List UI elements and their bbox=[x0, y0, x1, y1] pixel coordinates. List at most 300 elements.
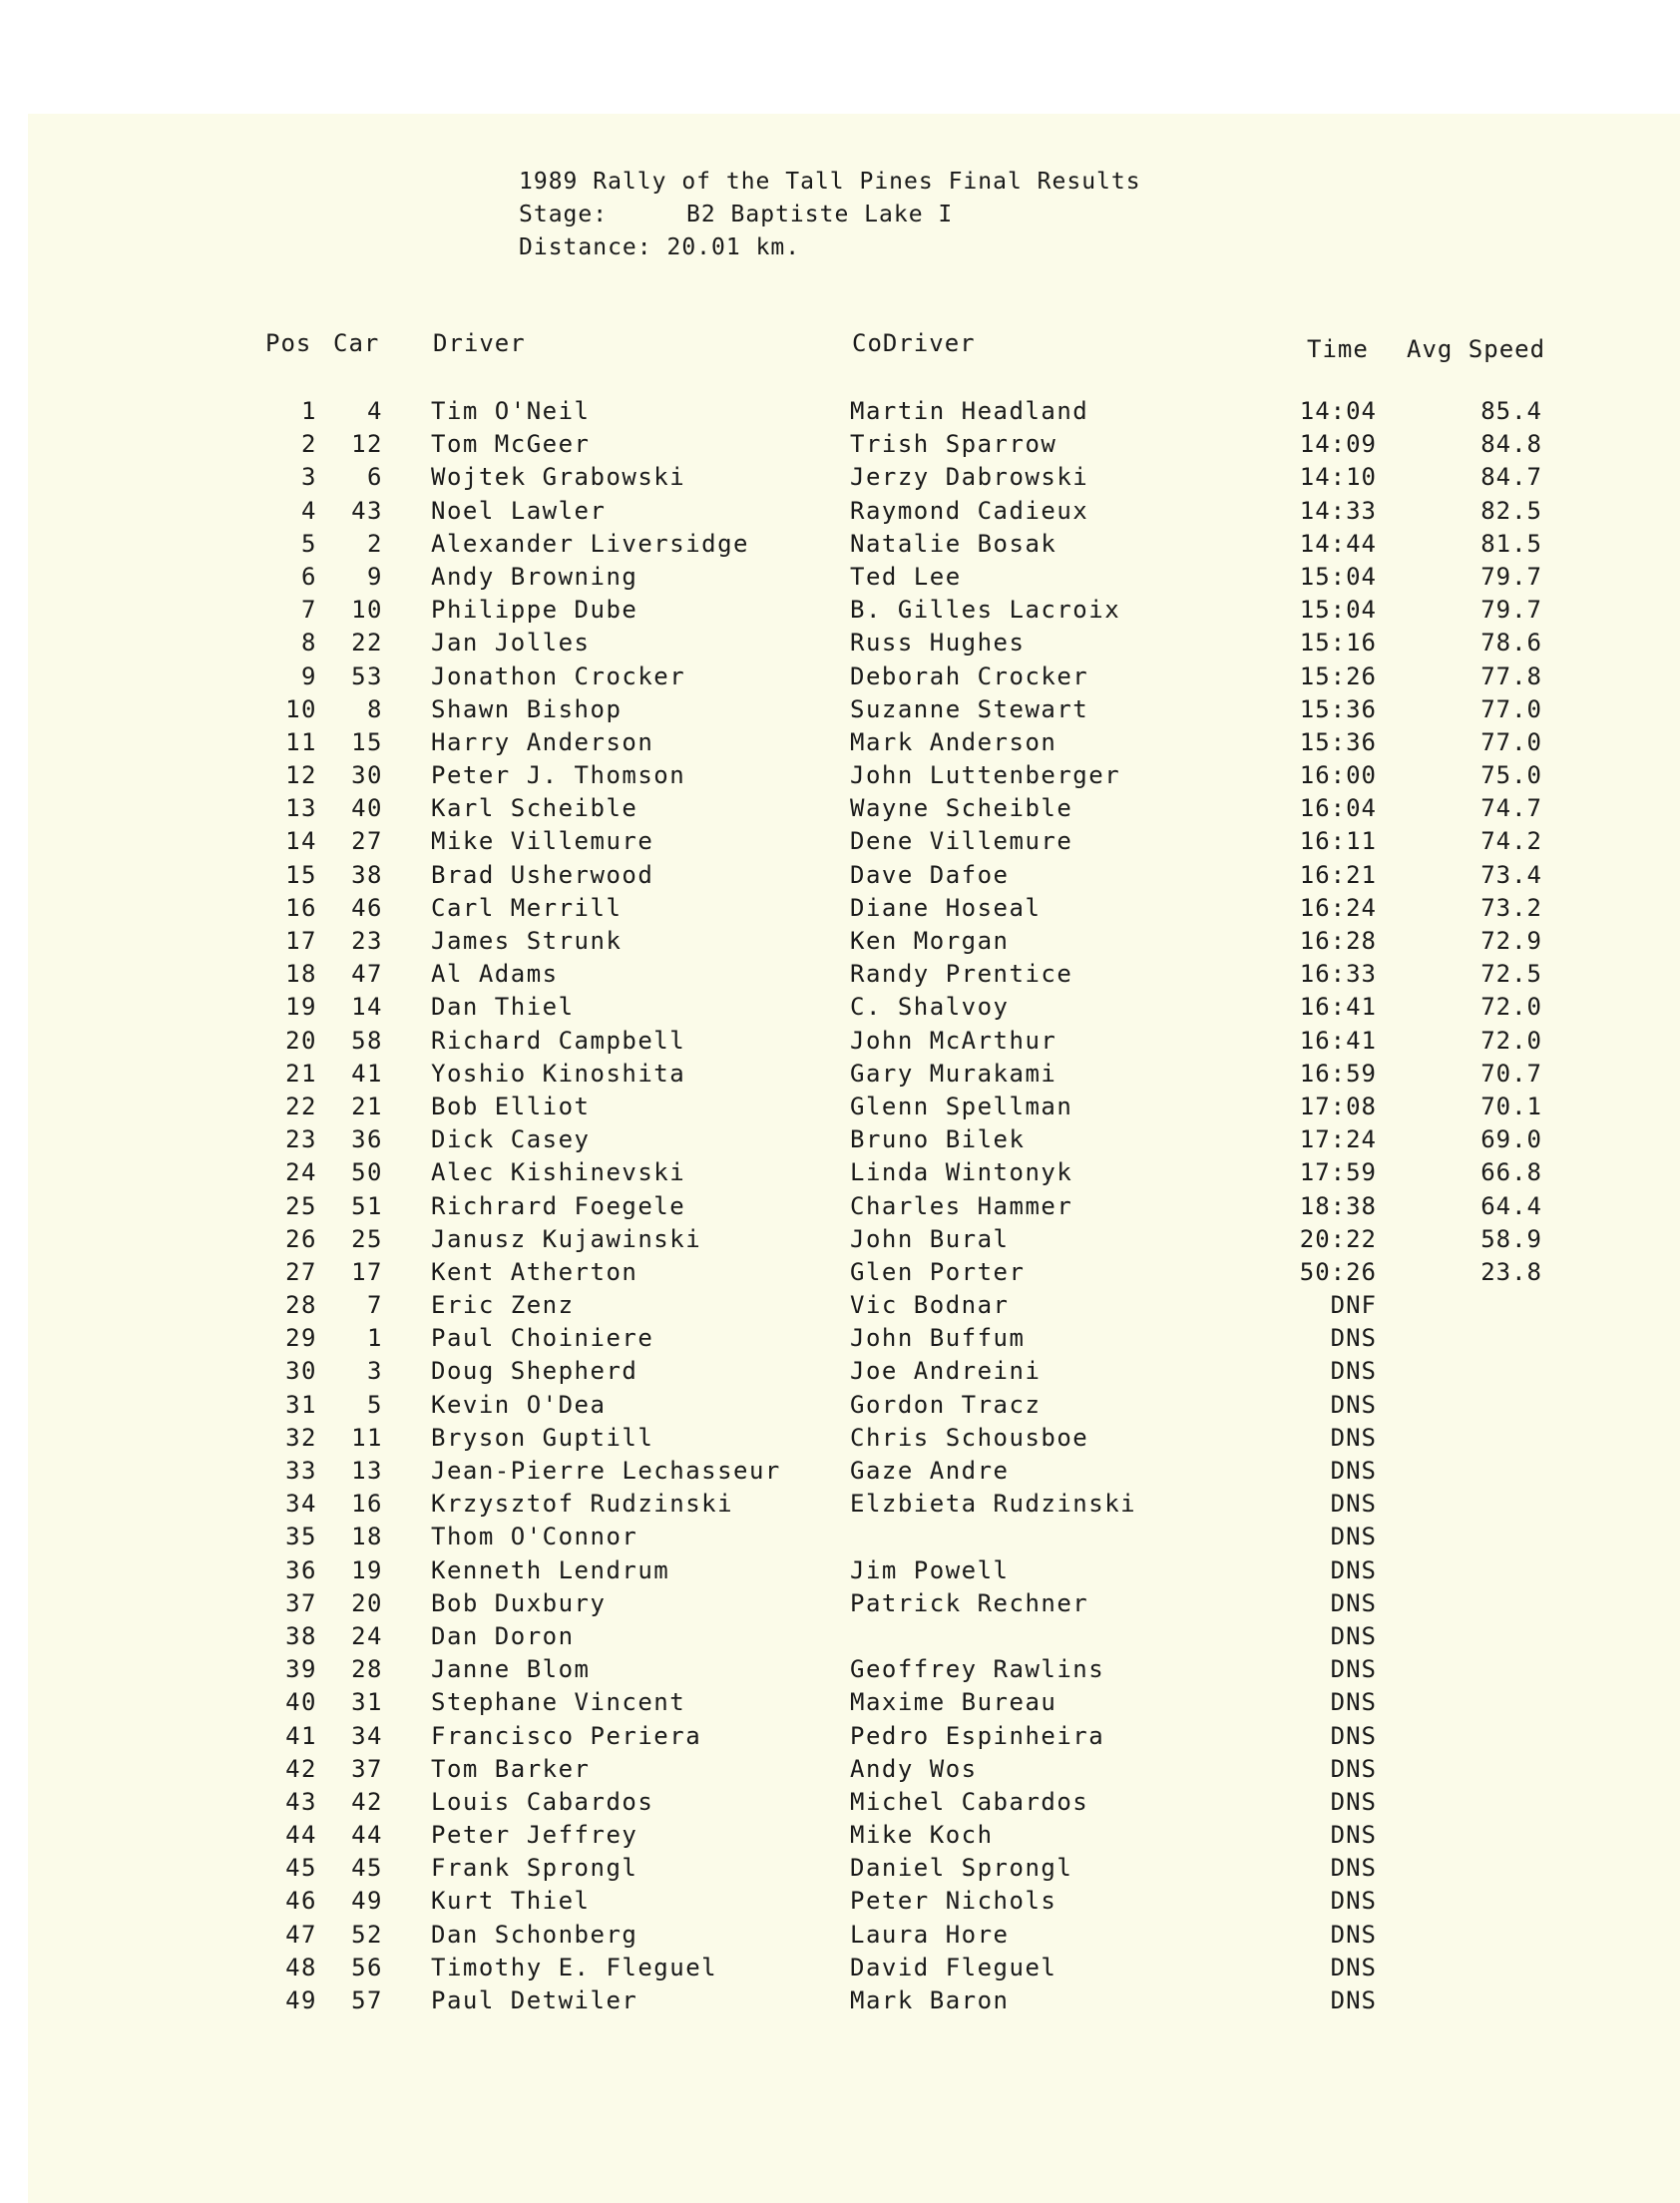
table-row bbox=[0, 859, 1680, 892]
cell-time: DNS bbox=[1330, 1523, 1377, 1551]
cell-time: 14:04 bbox=[1299, 397, 1377, 425]
cell-codriver: Diane Hoseal bbox=[850, 893, 1042, 922]
cell-avg-speed: 78.6 bbox=[1480, 629, 1542, 658]
cell-avg-speed: 79.7 bbox=[1480, 562, 1542, 591]
header-car: Car bbox=[333, 329, 380, 357]
document-title: 1989 Rally of the Tall Pines Final Results bbox=[519, 169, 1141, 195]
cell-pos: 16 bbox=[285, 893, 317, 922]
table-row bbox=[0, 1984, 1680, 2017]
cell-time: 16:21 bbox=[1299, 860, 1377, 889]
cell-codriver: Jerzy Dabrowski bbox=[850, 463, 1089, 492]
cell-car: 36 bbox=[351, 1125, 383, 1154]
cell-codriver: Joe Andreini bbox=[850, 1357, 1042, 1386]
cell-car: 51 bbox=[351, 1191, 383, 1220]
cell-car: 12 bbox=[351, 430, 383, 459]
cell-codriver: Peter Nichols bbox=[850, 1887, 1057, 1916]
cell-car: 46 bbox=[351, 893, 383, 922]
cell-driver: Paul Detwiler bbox=[431, 1986, 638, 2014]
cell-driver: Kurt Thiel bbox=[431, 1887, 591, 1916]
cell-driver: Thom O'Connor bbox=[431, 1523, 638, 1551]
cell-driver: Jan Jolles bbox=[431, 629, 591, 658]
cell-car: 27 bbox=[351, 827, 383, 856]
header-pos: Pos bbox=[265, 329, 312, 357]
cell-driver: James Strunk bbox=[431, 927, 623, 955]
cell-codriver: Bruno Bilek bbox=[850, 1125, 1026, 1154]
cell-codriver: Ken Morgan bbox=[850, 927, 1010, 955]
cell-pos: 3 bbox=[301, 463, 317, 492]
cell-car: 19 bbox=[351, 1555, 383, 1584]
stage-value: B2 Baptiste Lake I bbox=[686, 202, 954, 227]
cell-codriver: Martin Headland bbox=[850, 397, 1089, 425]
stage-label: Stage: bbox=[519, 202, 609, 227]
cell-codriver: John Luttenberger bbox=[850, 761, 1121, 790]
cell-codriver: Natalie Bosak bbox=[850, 529, 1057, 558]
table-row bbox=[0, 958, 1680, 991]
table-row bbox=[0, 759, 1680, 792]
cell-time: DNS bbox=[1330, 1423, 1377, 1452]
cell-car: 23 bbox=[351, 927, 383, 955]
cell-codriver: Mark Baron bbox=[850, 1986, 1010, 2014]
cell-driver: Stephane Vincent bbox=[431, 1688, 686, 1717]
cell-codriver: John Bural bbox=[850, 1224, 1010, 1253]
cell-time: 16:33 bbox=[1299, 960, 1377, 989]
cell-avg-speed: 58.9 bbox=[1480, 1224, 1542, 1253]
cell-codriver: Elzbieta Rudzinski bbox=[850, 1490, 1137, 1519]
cell-driver: Richard Campbell bbox=[431, 1026, 686, 1055]
cell-driver: Dick Casey bbox=[431, 1125, 591, 1154]
cell-avg-speed: 72.0 bbox=[1480, 1026, 1542, 1055]
cell-codriver: C. Shalvoy bbox=[850, 993, 1010, 1022]
results-header bbox=[519, 166, 1141, 264]
cell-codriver: Wayne Scheible bbox=[850, 794, 1073, 823]
cell-driver: Timothy E. Fleguel bbox=[431, 1953, 718, 1982]
cell-pos: 49 bbox=[285, 1986, 317, 2014]
cell-avg-speed: 73.4 bbox=[1480, 860, 1542, 889]
table-row bbox=[0, 1123, 1680, 1156]
cell-avg-speed: 73.2 bbox=[1480, 893, 1542, 922]
cell-driver: Carl Merrill bbox=[431, 893, 623, 922]
cell-driver: Alexander Liversidge bbox=[431, 529, 749, 558]
cell-driver: Mike Villemure bbox=[431, 827, 654, 856]
cell-avg-speed: 84.8 bbox=[1480, 430, 1542, 459]
cell-time: 15:26 bbox=[1299, 661, 1377, 690]
table-row bbox=[0, 1819, 1680, 1852]
cell-pos: 18 bbox=[285, 960, 317, 989]
table-row bbox=[0, 1190, 1680, 1223]
cell-codriver: Mark Anderson bbox=[850, 727, 1057, 756]
cell-car: 8 bbox=[367, 694, 383, 723]
cell-time: 15:16 bbox=[1299, 629, 1377, 658]
cell-time: 14:09 bbox=[1299, 430, 1377, 459]
table-row bbox=[0, 528, 1680, 561]
cell-time: 14:33 bbox=[1299, 496, 1377, 525]
cell-codriver: Gaze Andre bbox=[850, 1457, 1010, 1485]
cell-codriver: Mike Koch bbox=[850, 1821, 994, 1850]
cell-driver: Francisco Periera bbox=[431, 1721, 702, 1750]
cell-time: DNS bbox=[1330, 1655, 1377, 1684]
cell-pos: 37 bbox=[285, 1588, 317, 1617]
cell-pos: 23 bbox=[285, 1125, 317, 1154]
cell-driver: Peter Jeffrey bbox=[431, 1821, 638, 1850]
table-row bbox=[0, 1753, 1680, 1786]
cell-car: 31 bbox=[351, 1688, 383, 1717]
table-row bbox=[0, 1786, 1680, 1819]
cell-codriver: B. Gilles Lacroix bbox=[850, 596, 1121, 625]
cell-pos: 45 bbox=[285, 1854, 317, 1883]
cell-driver: Al Adams bbox=[431, 960, 559, 989]
cell-pos: 20 bbox=[285, 1026, 317, 1055]
cell-avg-speed: 79.7 bbox=[1480, 596, 1542, 625]
cell-avg-speed: 81.5 bbox=[1480, 529, 1542, 558]
cell-driver: Peter J. Thomson bbox=[431, 761, 686, 790]
cell-car: 17 bbox=[351, 1257, 383, 1286]
cell-codriver: Dave Dafoe bbox=[850, 860, 1010, 889]
cell-car: 20 bbox=[351, 1588, 383, 1617]
cell-car: 10 bbox=[351, 596, 383, 625]
header-avg-speed: Avg Speed bbox=[1407, 335, 1546, 363]
table-row bbox=[0, 1488, 1680, 1521]
cell-car: 2 bbox=[367, 529, 383, 558]
cell-codriver: Gary Murakami bbox=[850, 1059, 1057, 1088]
cell-time: 15:36 bbox=[1299, 694, 1377, 723]
cell-car: 4 bbox=[367, 397, 383, 425]
cell-codriver: Andy Wos bbox=[850, 1754, 978, 1783]
cell-car: 56 bbox=[351, 1953, 383, 1982]
cell-pos: 29 bbox=[285, 1324, 317, 1353]
cell-time: DNS bbox=[1330, 1986, 1377, 2014]
cell-pos: 47 bbox=[285, 1920, 317, 1949]
results-table bbox=[0, 395, 1680, 2017]
cell-car: 42 bbox=[351, 1787, 383, 1816]
cell-pos: 6 bbox=[301, 562, 317, 591]
cell-car: 25 bbox=[351, 1224, 383, 1253]
cell-pos: 35 bbox=[285, 1523, 317, 1551]
cell-avg-speed: 77.8 bbox=[1480, 661, 1542, 690]
cell-time: DNS bbox=[1330, 1854, 1377, 1883]
cell-codriver: Russ Hughes bbox=[850, 629, 1026, 658]
cell-pos: 22 bbox=[285, 1092, 317, 1120]
cell-driver: Tom McGeer bbox=[431, 430, 591, 459]
cell-pos: 27 bbox=[285, 1257, 317, 1286]
cell-driver: Frank Sprongl bbox=[431, 1854, 638, 1883]
cell-car: 18 bbox=[351, 1523, 383, 1551]
distance-label: Distance: bbox=[519, 234, 652, 260]
cell-driver: Doug Shepherd bbox=[431, 1357, 638, 1386]
cell-time: 16:24 bbox=[1299, 893, 1377, 922]
cell-pos: 31 bbox=[285, 1390, 317, 1419]
table-row bbox=[0, 1952, 1680, 1984]
table-row bbox=[0, 892, 1680, 925]
table-row bbox=[0, 1322, 1680, 1355]
cell-codriver: Glen Porter bbox=[850, 1257, 1026, 1286]
cell-pos: 15 bbox=[285, 860, 317, 889]
cell-time: DNS bbox=[1330, 1324, 1377, 1353]
cell-codriver: David Fleguel bbox=[850, 1953, 1057, 1982]
cell-pos: 5 bbox=[301, 529, 317, 558]
cell-avg-speed: 85.4 bbox=[1480, 397, 1542, 425]
cell-driver: Kevin O'Dea bbox=[431, 1390, 607, 1419]
cell-car: 38 bbox=[351, 860, 383, 889]
cell-codriver: Deborah Crocker bbox=[850, 661, 1089, 690]
cell-time: 14:10 bbox=[1299, 463, 1377, 492]
table-row bbox=[0, 495, 1680, 528]
cell-car: 9 bbox=[367, 562, 383, 591]
cell-car: 3 bbox=[367, 1357, 383, 1386]
cell-driver: Bob Duxbury bbox=[431, 1588, 607, 1617]
cell-codriver: Maxime Bureau bbox=[850, 1688, 1057, 1717]
cell-pos: 12 bbox=[285, 761, 317, 790]
cell-car: 41 bbox=[351, 1059, 383, 1088]
cell-avg-speed: 72.5 bbox=[1480, 960, 1542, 989]
table-row bbox=[0, 1256, 1680, 1289]
table-row bbox=[0, 1389, 1680, 1422]
cell-driver: Jonathon Crocker bbox=[431, 661, 686, 690]
table-row bbox=[0, 1058, 1680, 1091]
header-time: Time bbox=[1307, 335, 1369, 363]
table-row bbox=[0, 1554, 1680, 1587]
cell-car: 45 bbox=[351, 1854, 383, 1883]
cell-pos: 1 bbox=[301, 397, 317, 425]
header-codriver: CoDriver bbox=[852, 329, 976, 357]
cell-driver: Philippe Dube bbox=[431, 596, 638, 625]
cell-time: DNS bbox=[1330, 1490, 1377, 1519]
cell-driver: Janusz Kujawinski bbox=[431, 1224, 702, 1253]
cell-time: DNF bbox=[1330, 1291, 1377, 1320]
cell-time: DNS bbox=[1330, 1555, 1377, 1584]
cell-driver: Kenneth Lendrum bbox=[431, 1555, 670, 1584]
table-row bbox=[0, 395, 1680, 428]
cell-pos: 17 bbox=[285, 927, 317, 955]
cell-time: 14:44 bbox=[1299, 529, 1377, 558]
cell-time: DNS bbox=[1330, 1787, 1377, 1816]
cell-codriver: John Buffum bbox=[850, 1324, 1026, 1353]
table-row bbox=[0, 1521, 1680, 1553]
cell-pos: 7 bbox=[301, 596, 317, 625]
cell-driver: Kent Atherton bbox=[431, 1257, 638, 1286]
cell-car: 52 bbox=[351, 1920, 383, 1949]
table-row bbox=[0, 661, 1680, 693]
cell-car: 22 bbox=[351, 629, 383, 658]
cell-driver: Brad Usherwood bbox=[431, 860, 654, 889]
cell-time: 20:22 bbox=[1299, 1224, 1377, 1253]
cell-avg-speed: 84.7 bbox=[1480, 463, 1542, 492]
cell-codriver: Vic Bodnar bbox=[850, 1291, 1010, 1320]
cell-avg-speed: 70.1 bbox=[1480, 1092, 1542, 1120]
cell-driver: Dan Thiel bbox=[431, 993, 575, 1022]
cell-avg-speed: 74.2 bbox=[1480, 827, 1542, 856]
cell-avg-speed: 23.8 bbox=[1480, 1257, 1542, 1286]
cell-codriver: Dene Villemure bbox=[850, 827, 1073, 856]
cell-time: DNS bbox=[1330, 1721, 1377, 1750]
cell-driver: Janne Blom bbox=[431, 1655, 591, 1684]
cell-driver: Bryson Guptill bbox=[431, 1423, 654, 1452]
cell-pos: 19 bbox=[285, 993, 317, 1022]
cell-driver: Harry Anderson bbox=[431, 727, 654, 756]
table-row bbox=[0, 1156, 1680, 1189]
table-row bbox=[0, 594, 1680, 627]
cell-codriver: Laura Hore bbox=[850, 1920, 1010, 1949]
cell-codriver: Suzanne Stewart bbox=[850, 694, 1089, 723]
cell-car: 44 bbox=[351, 1821, 383, 1850]
distance-line bbox=[519, 231, 1141, 264]
cell-time: DNS bbox=[1330, 1953, 1377, 1982]
cell-pos: 40 bbox=[285, 1688, 317, 1717]
cell-car: 5 bbox=[367, 1390, 383, 1419]
table-row bbox=[0, 1852, 1680, 1885]
cell-avg-speed: 70.7 bbox=[1480, 1059, 1542, 1088]
cell-pos: 9 bbox=[301, 661, 317, 690]
cell-codriver: Gordon Tracz bbox=[850, 1390, 1042, 1419]
table-row bbox=[0, 825, 1680, 858]
cell-driver: Dan Schonberg bbox=[431, 1920, 638, 1949]
cell-time: 15:36 bbox=[1299, 727, 1377, 756]
cell-car: 30 bbox=[351, 761, 383, 790]
cell-time: 18:38 bbox=[1299, 1191, 1377, 1220]
cell-codriver: John McArthur bbox=[850, 1026, 1057, 1055]
cell-driver: Tom Barker bbox=[431, 1754, 591, 1783]
cell-car: 7 bbox=[367, 1291, 383, 1320]
cell-pos: 41 bbox=[285, 1721, 317, 1750]
cell-car: 58 bbox=[351, 1026, 383, 1055]
distance-value: 20.01 km. bbox=[666, 234, 801, 260]
table-row bbox=[0, 561, 1680, 594]
cell-car: 49 bbox=[351, 1887, 383, 1916]
cell-car: 11 bbox=[351, 1423, 383, 1452]
cell-avg-speed: 77.0 bbox=[1480, 727, 1542, 756]
cell-car: 16 bbox=[351, 1490, 383, 1519]
cell-car: 47 bbox=[351, 960, 383, 989]
cell-pos: 34 bbox=[285, 1490, 317, 1519]
table-row bbox=[0, 1091, 1680, 1123]
stage-line bbox=[519, 199, 1141, 231]
cell-codriver: Raymond Cadieux bbox=[850, 496, 1089, 525]
cell-pos: 8 bbox=[301, 629, 317, 658]
table-row bbox=[0, 726, 1680, 759]
table-row bbox=[0, 792, 1680, 825]
cell-time: DNS bbox=[1330, 1357, 1377, 1386]
cell-driver: Andy Browning bbox=[431, 562, 638, 591]
cell-time: 15:04 bbox=[1299, 562, 1377, 591]
cell-time: 17:59 bbox=[1299, 1158, 1377, 1187]
cell-car: 34 bbox=[351, 1721, 383, 1750]
table-row bbox=[0, 1355, 1680, 1388]
cell-car: 14 bbox=[351, 993, 383, 1022]
cell-pos: 43 bbox=[285, 1787, 317, 1816]
cell-avg-speed: 77.0 bbox=[1480, 694, 1542, 723]
cell-codriver: Glenn Spellman bbox=[850, 1092, 1073, 1120]
cell-pos: 33 bbox=[285, 1457, 317, 1485]
cell-time: DNS bbox=[1330, 1920, 1377, 1949]
cell-car: 37 bbox=[351, 1754, 383, 1783]
cell-pos: 30 bbox=[285, 1357, 317, 1386]
cell-pos: 46 bbox=[285, 1887, 317, 1916]
table-row bbox=[0, 1653, 1680, 1686]
cell-pos: 14 bbox=[285, 827, 317, 856]
cell-avg-speed: 74.7 bbox=[1480, 794, 1542, 823]
cell-car: 1 bbox=[367, 1324, 383, 1353]
cell-car: 28 bbox=[351, 1655, 383, 1684]
cell-codriver: Linda Wintonyk bbox=[850, 1158, 1073, 1187]
table-row bbox=[0, 1455, 1680, 1488]
table-row bbox=[0, 1686, 1680, 1719]
cell-codriver: Ted Lee bbox=[850, 562, 962, 591]
header-driver: Driver bbox=[433, 329, 526, 357]
cell-pos: 13 bbox=[285, 794, 317, 823]
cell-car: 6 bbox=[367, 463, 383, 492]
cell-driver: Tim O'Neil bbox=[431, 397, 591, 425]
cell-pos: 24 bbox=[285, 1158, 317, 1187]
cell-driver: Bob Elliot bbox=[431, 1092, 591, 1120]
cell-codriver: Jim Powell bbox=[850, 1555, 1010, 1584]
cell-pos: 4 bbox=[301, 496, 317, 525]
cell-driver: Karl Scheible bbox=[431, 794, 638, 823]
cell-pos: 39 bbox=[285, 1655, 317, 1684]
cell-driver: Alec Kishinevski bbox=[431, 1158, 686, 1187]
cell-avg-speed: 82.5 bbox=[1480, 496, 1542, 525]
table-row bbox=[0, 1223, 1680, 1256]
table-row bbox=[0, 1720, 1680, 1753]
cell-time: 15:04 bbox=[1299, 596, 1377, 625]
cell-pos: 44 bbox=[285, 1821, 317, 1850]
table-row bbox=[0, 1919, 1680, 1952]
table-row bbox=[0, 693, 1680, 726]
cell-pos: 11 bbox=[285, 727, 317, 756]
cell-car: 43 bbox=[351, 496, 383, 525]
cell-car: 21 bbox=[351, 1092, 383, 1120]
cell-codriver: Chris Schousboe bbox=[850, 1423, 1089, 1452]
cell-driver: Dan Doron bbox=[431, 1621, 575, 1650]
cell-pos: 25 bbox=[285, 1191, 317, 1220]
cell-car: 15 bbox=[351, 727, 383, 756]
cell-codriver: Pedro Espinheira bbox=[850, 1721, 1105, 1750]
cell-codriver: Daniel Sprongl bbox=[850, 1854, 1073, 1883]
cell-time: 16:28 bbox=[1299, 927, 1377, 955]
cell-car: 24 bbox=[351, 1621, 383, 1650]
cell-time: DNS bbox=[1330, 1821, 1377, 1850]
cell-codriver: Trish Sparrow bbox=[850, 430, 1057, 459]
cell-time: 16:11 bbox=[1299, 827, 1377, 856]
column-headers bbox=[0, 329, 1680, 363]
cell-car: 40 bbox=[351, 794, 383, 823]
cell-pos: 21 bbox=[285, 1059, 317, 1088]
cell-time: 16:41 bbox=[1299, 993, 1377, 1022]
table-row bbox=[0, 1025, 1680, 1058]
cell-avg-speed: 72.9 bbox=[1480, 927, 1542, 955]
cell-time: DNS bbox=[1330, 1457, 1377, 1485]
cell-pos: 26 bbox=[285, 1224, 317, 1253]
cell-car: 50 bbox=[351, 1158, 383, 1187]
cell-time: 16:59 bbox=[1299, 1059, 1377, 1088]
cell-avg-speed: 64.4 bbox=[1480, 1191, 1542, 1220]
table-row bbox=[0, 925, 1680, 958]
cell-time: DNS bbox=[1330, 1887, 1377, 1916]
cell-time: 16:00 bbox=[1299, 761, 1377, 790]
cell-driver: Eric Zenz bbox=[431, 1291, 575, 1320]
cell-car: 53 bbox=[351, 661, 383, 690]
cell-time: 17:24 bbox=[1299, 1125, 1377, 1154]
cell-time: 16:04 bbox=[1299, 794, 1377, 823]
cell-pos: 36 bbox=[285, 1555, 317, 1584]
table-row bbox=[0, 1885, 1680, 1918]
table-row bbox=[0, 1587, 1680, 1620]
cell-driver: Louis Cabardos bbox=[431, 1787, 654, 1816]
cell-time: DNS bbox=[1330, 1754, 1377, 1783]
cell-car: 13 bbox=[351, 1457, 383, 1485]
cell-time: 16:41 bbox=[1299, 1026, 1377, 1055]
table-row bbox=[0, 428, 1680, 461]
table-row bbox=[0, 1422, 1680, 1455]
cell-pos: 48 bbox=[285, 1953, 317, 1982]
